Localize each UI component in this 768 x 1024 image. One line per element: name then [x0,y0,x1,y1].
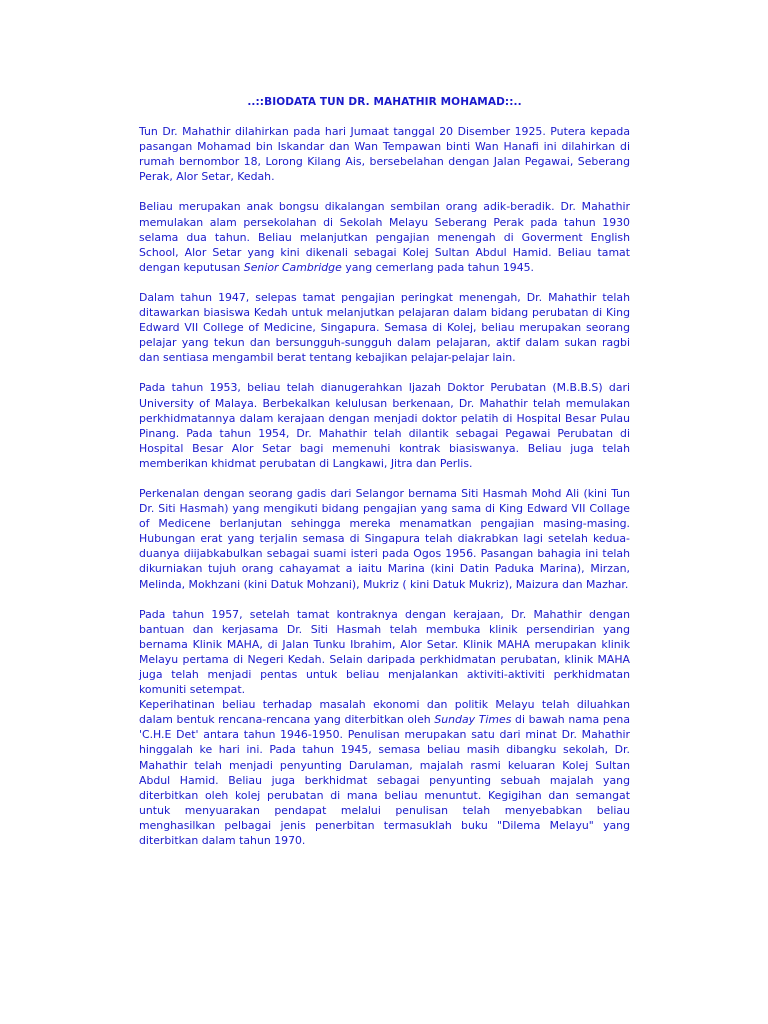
paragraph-medical-college: Dalam tahun 1947, selepas tamat pengajian peringkat menengah, Dr. Mahathir telah ditawarkan biasiswa Kedah untuk melanjutkan pelajaran dalam bidang perubatan di King Edward VII College of Medicine, Singapura. Semasa di Kolej, beliau merupakan seorang pelajar yang tekun dan bersungguh-sungguh dalam pelajaran, aktif dalam sukan ragbi dan sentiasa mengambil berat tentang kebajikan pelajar-pelajar lain. [139,290,630,365]
paragraph-birth: Tun Dr. Mahathir dilahirkan pada hari Jumaat tanggal 20 Disember 1925. Putera kepada pasangan Mohamad bin Iskandar dan Wan Tempawan binti Wan Hanafi ini dilahirkan di rumah bernombor 18, Lorong Kilang Ais, bersebelahan dengan Jalan Pegawai, Seberang Perak, Alor Setar, Kedah. [139,125,630,184]
paragraph-writing-italic: Sunday Times [434,713,512,727]
paragraph-writing [139,697,630,848]
paragraph-family: Perkenalan dengan seorang gadis dari Selangor bernama Siti Hasmah Mohd Ali (kini Tun Dr. Siti Hasmah) yang mengikuti bidang pengajian yang sama di King Edward VII Collage of Medicene berlanjutan sehingga mereka menamatkan pengajian masing-masing. Hubungan erat yang terjalin semasa di Singapura telah diakrabkan lagi setelah kedua-duanya diijabkabulkan sebagai suami isteri pada Ogos 1956. Pasangan bahagia ini telah dikurniakan tujuh orang cahayamat a iaitu Marina (kini Datin Paduka Marina), Mirzan, Melinda, Mokhzani (kini Datuk Mohzani), Mukriz ( kini Datuk Mukriz), Maizura dan Mazhar. [139,486,630,591]
document-title: ..::BIODATA TUN DR. MAHATHIR MOHAMAD::.. [247,96,522,108]
paragraph-education-text-1: Beliau merupakan anak bongsu dikalangan sembilan orang adik-beradik. Dr. Mahathir memulakan alam persekolahan di Sekolah Melayu Seberang Perak pada tahun 1930 selama dua tahun. Beliau melanjutkan pengajian menengah di Goverment English School, Alor Setar yang kini dikenali sebagai Kolej Sultan Abdul Hamid. Beliau tamat dengan keputusan [139,200,630,274]
paragraph-clinic: Pada tahun 1957, setelah tamat kontraknya dengan kerajaan, Dr. Mahathir dengan bantuan dan kerjasama Dr. Siti Hasmah telah membuka klinik persendirian yang bernama Klinik MAHA, di Jalan Tunku Ibrahim, Alor Setar. Klinik MAHA merupakan klinik Melayu pertama di Negeri Kedah. Selain daripada perkhidmatan perubatan, klinik MAHA juga telah menjadi pentas untuk beliau menjalankan aktiviti-aktiviti perkhidmatan komuniti setempat. [139,607,630,697]
paragraph-education [139,199,630,274]
paragraph-career: Pada tahun 1953, beliau telah dianugerahkan Ijazah Doktor Perubatan (M.B.B.S) dari University of Malaya. Berbekalkan kelulusan berkenaan, Dr. Mahathir telah memulakan perkhidmatannya dalam kerajaan dengan menjadi doktor pelatih di Hospital Besar Pulau Pinang. Pada tahun 1954, Dr. Mahathir telah dilantik sebagai Pegawai Perubatan di Hospital Besar Alor Setar bagi memenuhi kontrak biasiswanya. Beliau juga telah memberikan khidmat perubatan di Langkawi, Jitra dan Perlis. [139,381,630,470]
paragraph-education-italic: Senior Cambridge [243,260,342,274]
paragraph-writing-text-2: di bawah nama pena 'C.H.E Det' antara tahun 1946-1950. Penulisan merupakan satu dari minat Dr. Mahathir hinggalah ke hari ini. Pada tahun 1945, semasa beliau masih dibangku sekolah, Dr. Mahathir telah menjadi penyunting Darulaman, majalah rasmi keluaran Kolej Sultan Abdul Hamid. Beliau juga berkhidmat sebagai penyunting sebuah majalah yang diterbitkan oleh kolej perubatan di mana beliau menuntut. Kegigihan dan semangat untuk menyuarakan pendapat melalui penulisan telah menyebabkan beliau menghasilkan pelbagai jenis penerbitan termasuklah buku "Dilema Melayu" yang diterbitkan dalam tahun 1970. [139,713,631,848]
document-body [139,95,630,863]
paragraph-education-text-2: yang cemerlang pada tahun 1945. [341,260,535,274]
paragraph-writing-text-1: Keperihatinan beliau terhadap masalah ekonomi dan politik Melayu telah diluahkan dalam bentuk rencana-rencana yang diterbitkan oleh [139,698,630,727]
